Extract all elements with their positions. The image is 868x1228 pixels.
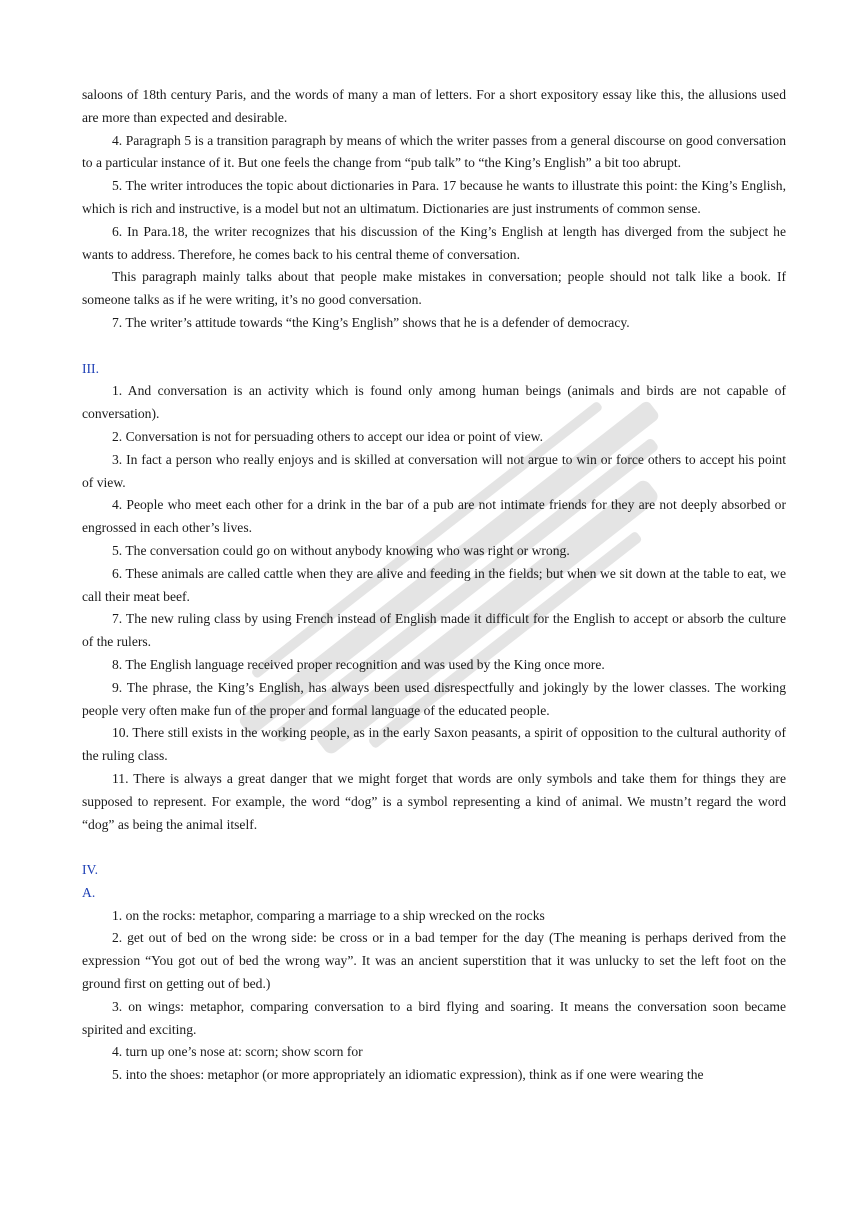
- list-item: 1. And conversation is an activity which is found only among human beings (animals and birds are not capable of conversation).: [82, 383, 786, 422]
- paragraph-item-5: 5. The writer introduces the topic about dictionaries in Para. 17 because he wants to illustrate this point: the King’s English, which is rich and instructive, is a model but not an ultimatum. Dictionaries are just instruments of common sense.: [82, 178, 786, 216]
- list-item: 7. The new ruling class by using French instead of English made it difficult for the English to accept or absorb the culture of the rulers.: [82, 611, 786, 650]
- paragraph-item-6-note: This paragraph mainly talks about that people make mistakes in conversation; people should not talk like a book. If someone talks as if he were writing, it’s no good conversation.: [82, 269, 786, 308]
- list-item: 10. There still exists in the working people, as in the early Saxon peasants, a spirit of opposition to the cultural authority of the ruling class.: [82, 725, 786, 764]
- list-item: 4. People who meet each other for a drink in the bar of a pub are not intimate friends for they are not deeply absorbed or engrossed in each other’s lives.: [82, 497, 786, 536]
- document-page: [82, 84, 786, 1087]
- list-item: 1. on the rocks: metaphor, comparing a marriage to a ship wrecked on the rocks: [112, 907, 545, 923]
- list-item: 9. The phrase, the King’s English, has always been used disrespectfully and jokingly by the lower classes. The working people very often make fun of the proper and formal language of the educated people.: [82, 679, 786, 718]
- list-item: 6. These animals are called cattle when they are alive and feeding in the fields; but when we sit down at the table to eat, we call their meat beef.: [82, 565, 786, 604]
- list-item: 3. on wings: metaphor, comparing conversation to a bird flying and soaring. It means the conversation soon became spirited and exciting.: [82, 998, 786, 1037]
- subsection-heading-a: A.: [82, 884, 96, 900]
- list-item: 4. turn up one’s nose at: scorn; show scorn for: [112, 1044, 363, 1060]
- list-item: 8. The English language received proper recognition and was used by the King once more.: [112, 656, 605, 672]
- paragraph-item-6: 6. In Para.18, the writer recognizes that his discussion of the King’s English at length has diverged from the subject he wants to address. Therefore, he comes back to his central theme of conversation.: [82, 223, 786, 262]
- section-heading-3: III.: [82, 360, 99, 376]
- list-item: 2. Conversation is not for persuading others to accept our idea or point of view.: [112, 428, 543, 444]
- section-heading-4: IV.: [82, 862, 98, 878]
- list-item: 3. In fact a person who really enjoys and is skilled at conversation will not argue to win or force others to accept his point of view.: [82, 451, 786, 490]
- list-item: 2. get out of bed on the wrong side: be cross or in a bad temper for the day (The meaning is perhaps derived from the expression “You got out of bed the wrong way”. It was an ancient superstition that it was unlucky to set the left foot on the ground first on getting out of bed.): [82, 930, 786, 992]
- list-item: 11. There is always a great danger that we might forget that words are only symbols and take them for things they are supposed to represent. For example, the word “dog” is a symbol representing a kind of animal. We mustn’t regard the word “dog” as being the animal itself.: [82, 770, 786, 832]
- paragraph-item-7: 7. The writer’s attitude towards “the King’s English” shows that he is a defender of democracy.: [112, 314, 630, 330]
- paragraph-item-4: 4. Paragraph 5 is a transition paragraph by means of which the writer passes from a general discourse on good conversation to a particular instance of it. But one feels the change from “pub talk” to “the King’s English” a bit too abrupt.: [82, 132, 786, 171]
- list-item: 5. The conversation could go on without anybody knowing who was right or wrong.: [112, 542, 570, 558]
- paragraph-continued: saloons of 18th century Paris, and the words of many a man of letters. For a short expository essay like this, the allusions used are more than expected and desirable.: [82, 87, 786, 125]
- list-item: 5. into the shoes: metaphor (or more appropriately an idiomatic expression), think as if one were wearing the: [112, 1067, 704, 1083]
